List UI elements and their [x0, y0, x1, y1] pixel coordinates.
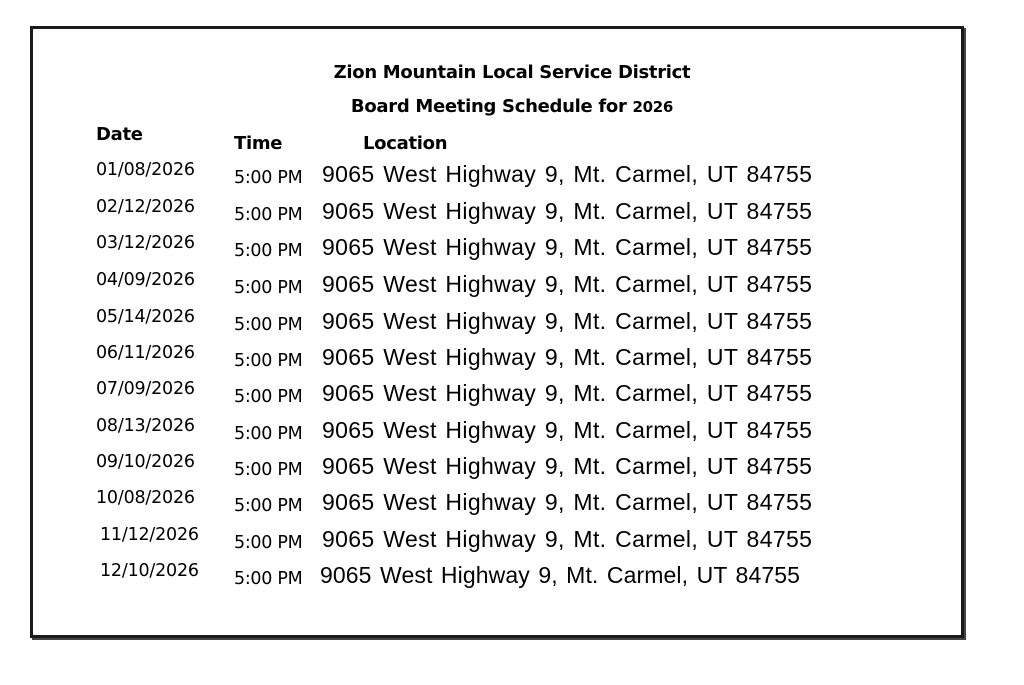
meeting-location: 9065 West Highway 9, Mt. Carmel, UT 84755 — [322, 380, 813, 406]
schedule-row — [0, 270, 1024, 300]
meeting-location: 9065 West Highway 9, Mt. Carmel, UT 84755 — [322, 161, 813, 187]
schedule-row — [0, 197, 1024, 227]
meeting-location: 9065 West Highway 9, Mt. Carmel, UT 84755 — [322, 489, 813, 515]
document-subtitle — [0, 96, 1024, 117]
meeting-date: 11/12/2026 — [100, 525, 199, 545]
meeting-time: 5:00 PM — [234, 424, 303, 444]
schedule-row — [0, 233, 1024, 263]
meeting-date: 06/11/2026 — [96, 343, 195, 363]
meeting-time: 5:00 PM — [234, 278, 303, 298]
schedule-row — [0, 379, 1024, 409]
meeting-date: 08/13/2026 — [96, 416, 195, 436]
meeting-time: 5:00 PM — [234, 387, 303, 407]
subtitle-year: 2026 — [632, 98, 674, 116]
meeting-time: 5:00 PM — [234, 533, 303, 553]
meeting-location: 9065 West Highway 9, Mt. Carmel, UT 84755 — [320, 562, 801, 588]
meeting-time: 5:00 PM — [234, 241, 303, 261]
meeting-time: 5:00 PM — [234, 205, 303, 225]
schedule-row — [0, 416, 1024, 446]
meeting-date: 12/10/2026 — [100, 561, 199, 581]
schedule-row — [0, 525, 1024, 555]
schedule-row — [0, 488, 1024, 518]
meeting-location: 9065 West Highway 9, Mt. Carmel, UT 84755 — [322, 198, 813, 224]
schedule-row — [0, 561, 1024, 591]
meeting-location: 9065 West Highway 9, Mt. Carmel, UT 84755 — [322, 308, 813, 334]
meeting-time: 5:00 PM — [234, 569, 303, 589]
meeting-date: 09/10/2026 — [96, 452, 195, 472]
column-header-time: Time — [234, 133, 283, 154]
meeting-date: 02/12/2026 — [96, 197, 195, 217]
meeting-date: 03/12/2026 — [96, 233, 195, 253]
meeting-time: 5:00 PM — [234, 168, 303, 188]
meeting-location: 9065 West Highway 9, Mt. Carmel, UT 84755 — [322, 271, 813, 297]
schedule-row — [0, 452, 1024, 482]
column-header-location: Location — [363, 133, 448, 154]
meeting-date: 05/14/2026 — [96, 307, 195, 327]
meeting-date: 01/08/2026 — [96, 160, 195, 180]
meeting-date: 07/09/2026 — [96, 379, 195, 399]
meeting-date: 04/09/2026 — [96, 270, 195, 290]
meeting-location: 9065 West Highway 9, Mt. Carmel, UT 84755 — [322, 453, 813, 479]
meeting-time: 5:00 PM — [234, 460, 303, 480]
meeting-date: 10/08/2026 — [96, 488, 195, 508]
meeting-time: 5:00 PM — [234, 315, 303, 335]
schedule-row — [0, 307, 1024, 337]
schedule-row — [0, 160, 1024, 190]
meeting-time: 5:00 PM — [234, 496, 303, 516]
meeting-location: 9065 West Highway 9, Mt. Carmel, UT 84755 — [322, 234, 813, 260]
document-title: Zion Mountain Local Service District — [333, 62, 691, 83]
schedule-row — [0, 343, 1024, 373]
column-header-date: Date — [96, 124, 143, 145]
meeting-location: 9065 West Highway 9, Mt. Carmel, UT 84755 — [322, 344, 813, 370]
meeting-location: 9065 West Highway 9, Mt. Carmel, UT 84755 — [322, 526, 813, 552]
subtitle-text: Board Meeting Schedule for — [350, 96, 633, 117]
meeting-time: 5:00 PM — [234, 351, 303, 371]
meeting-location: 9065 West Highway 9, Mt. Carmel, UT 84755 — [322, 417, 813, 443]
